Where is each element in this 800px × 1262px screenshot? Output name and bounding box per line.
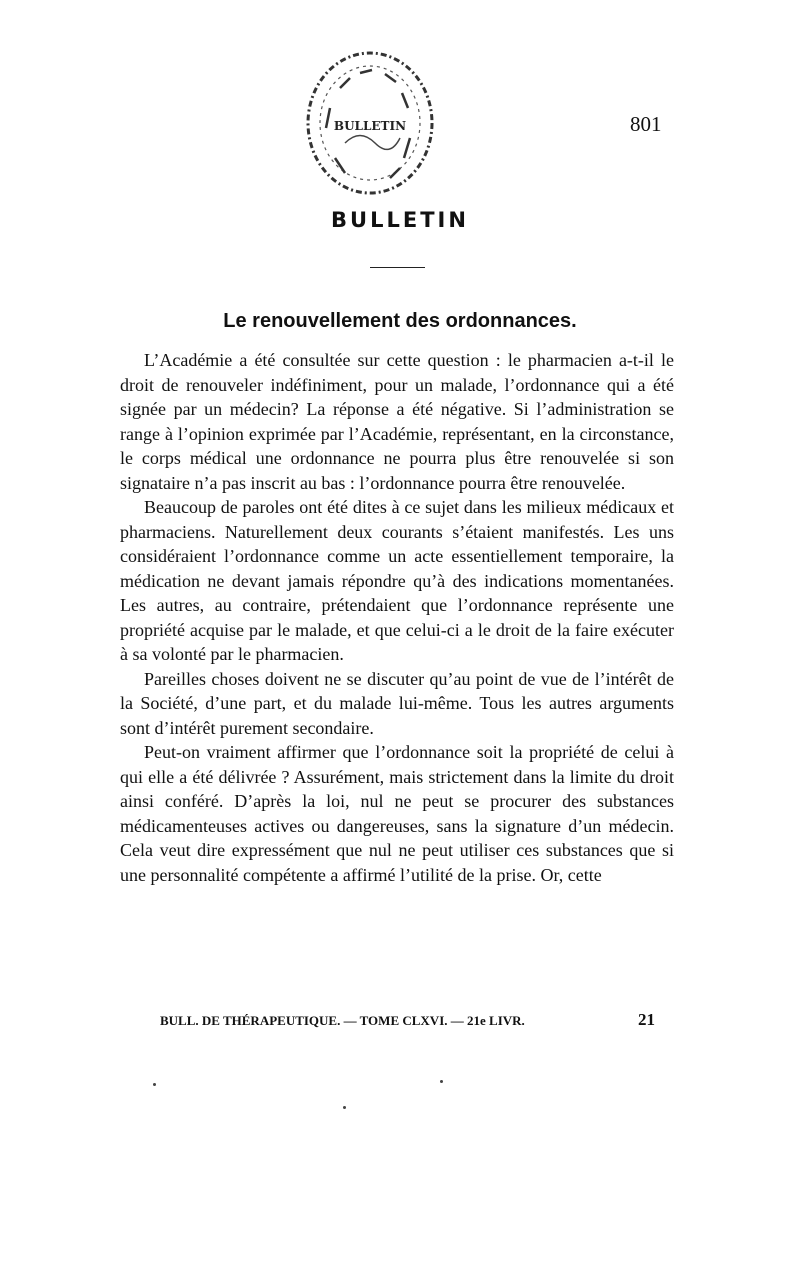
svg-text:BULLETIN: BULLETIN [333, 119, 407, 133]
paper-speck [440, 1080, 443, 1083]
title-divider [370, 267, 425, 268]
page-number: 801 [630, 112, 662, 136]
paper-speck [153, 1083, 156, 1086]
page-footer [160, 1010, 655, 1030]
section-heading: BULLETIN [331, 208, 469, 232]
running-title: BULL. DE THÉRAPEUTIQUE. — TOME CLXVI. — 21e LIVR. [160, 1013, 525, 1028]
signature-mark: 21 [638, 1010, 655, 1029]
paragraph: Beaucoup de paroles ont été dites à ce sujet dans les milieux médicaux et pharmaciens. Naturellement deux courants s’étaient manifestés. Les uns considéraient l’ordonnance comme un acte essentiellement temporaire, la médication ne devant jamais répondre qu’à des indications momentanées. Les autres, au contraire, prétendaient que l’ordonnance représente une propriété acquise par le malade, et que celui-ci a le droit de la faire exécuter à sa volonté par le pharmacien. [120, 497, 674, 664]
library-stamp-seal-icon [300, 48, 440, 208]
paper-speck [343, 1106, 346, 1109]
article-body [120, 348, 674, 887]
library-stamp [300, 48, 440, 208]
paragraph: L’Académie a été consultée sur cette question : le pharmacien a-t-il le droit de renouveler indéfiniment, pour un malade, l’ordonnance qui a été signée par un médecin? La réponse a été négative. Si l’administration se range à l’opinion exprimée par l’Académie, représentant, en la circonstance, le corps médical une ordonnance ne pourra plus être renouvelée si son signataire n’a pas inscrit au bas : l’ordonnance pourra être renouvelée. [120, 350, 674, 493]
paragraph: Peut-on vraiment affirmer que l’ordonnance soit la propriété de celui à qui elle a été délivrée ? Assurément, mais strictement dans la limite du droit ainsi conféré. D’après la loi, nul ne peut se procurer des substances médicamenteuses actives ou dangereuses, sans la signature d’un médecin. Cela veut dire expressément que nul ne peut utiliser ces substances que si une personnalité compétente a affirmé l’utilité de la prise. Or, cette [120, 742, 674, 885]
article-title: Le renouvellement des ordonnances. [223, 310, 577, 332]
paragraph: Pareilles choses doivent ne se discuter qu’au point de vue de l’intérêt de la Société, d’une part, et du malade lui-même. Tous les autres arguments sont d’intérêt purement secondaire. [120, 668, 674, 738]
